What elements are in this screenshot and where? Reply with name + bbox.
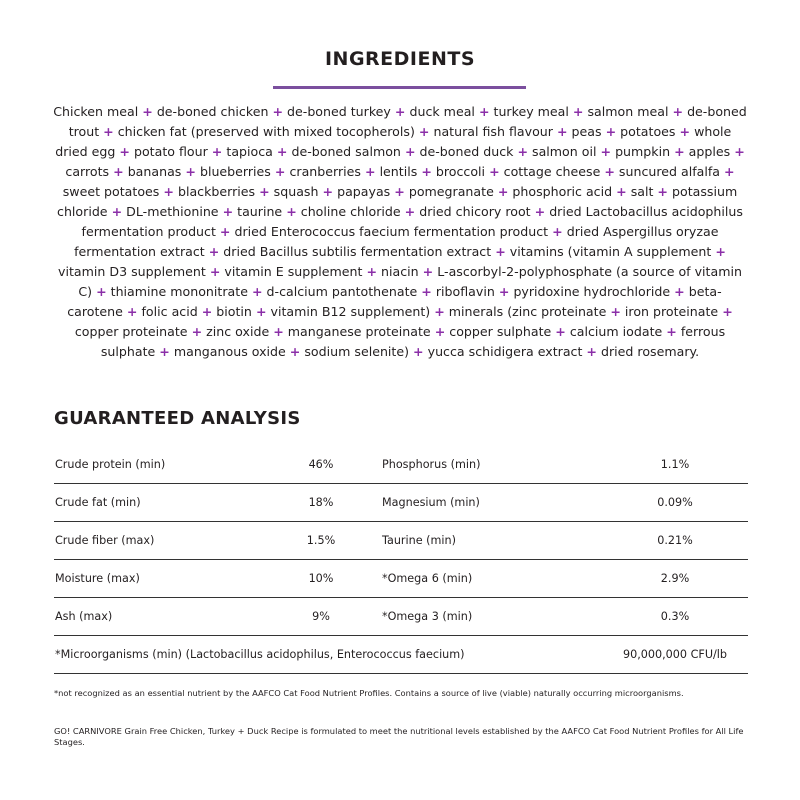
separator-plus: + xyxy=(126,304,138,319)
separator-plus: + xyxy=(616,184,627,199)
table-row xyxy=(54,560,748,598)
separator-plus: + xyxy=(111,204,123,219)
separator-plus: + xyxy=(251,284,263,299)
ingredient-item: vitamin D3 supplement xyxy=(58,264,206,279)
separator-plus: + xyxy=(722,304,733,319)
nutrient-value: 1.1% xyxy=(602,446,748,484)
separator-plus: + xyxy=(498,284,510,299)
ingredients-list xyxy=(52,102,748,362)
nutrient-label: Ash (max) xyxy=(54,598,261,636)
ingredient-item: L-ascorbyl-2-polyphosphate (a source of vitamin C) xyxy=(78,264,742,299)
ingredient-item: de-boned chicken xyxy=(156,104,269,119)
ingredient-item: calcium iodate xyxy=(569,324,663,339)
ingredient-item: choline chloride xyxy=(300,204,401,219)
ingredient-item: vitamins (vitamin A supplement xyxy=(509,244,712,259)
separator-plus: + xyxy=(724,164,735,179)
ingredient-item: tapioca xyxy=(226,144,273,159)
separator-plus: + xyxy=(273,324,284,339)
separator-plus: + xyxy=(404,204,416,219)
separator-plus: + xyxy=(113,164,124,179)
nutrient-label: Crude fat (min) xyxy=(54,484,261,522)
ingredient-item: cranberries xyxy=(289,164,361,179)
ingredient-item: riboflavin xyxy=(435,284,495,299)
ingredient-item: manganous oxide xyxy=(173,344,286,359)
ingredient-item: pyridoxine hydrochloride xyxy=(513,284,671,299)
nutrient-value: 10% xyxy=(261,560,381,598)
separator-plus: + xyxy=(209,264,221,279)
ingredients-title: INGREDIENTS xyxy=(324,48,476,70)
nutrient-label: Crude protein (min) xyxy=(54,446,261,484)
ingredient-item: dried Aspergillus oryzae fermentation extract xyxy=(74,224,719,259)
ingredient-item: iron proteinate xyxy=(624,304,719,319)
ingredient-item: pomegranate xyxy=(408,184,494,199)
ingredient-item: natural fish flavour xyxy=(433,124,553,139)
nutrient-label: Phosphorus (min) xyxy=(381,446,602,484)
separator-plus: + xyxy=(715,244,726,259)
separator-plus: + xyxy=(586,344,597,359)
separator-plus: + xyxy=(674,144,685,159)
separator-plus: + xyxy=(555,324,566,339)
separator-plus: + xyxy=(413,344,424,359)
microorganisms-value: 90,000,000 CFU/lb xyxy=(602,636,748,674)
ingredient-item: de-boned duck xyxy=(419,144,514,159)
separator-plus: + xyxy=(657,184,668,199)
nutrient-value: 2.9% xyxy=(602,560,748,598)
ingredient-item: bananas xyxy=(127,164,182,179)
ingredient-item: biotin xyxy=(216,304,252,319)
nutrient-label: Moisture (max) xyxy=(54,560,261,598)
separator-plus: + xyxy=(276,144,288,159)
nutrient-value: 9% xyxy=(261,598,381,636)
ingredient-item: vitamin B12 supplement) xyxy=(270,304,431,319)
separator-plus: + xyxy=(159,344,170,359)
ingredient-item: lentils xyxy=(379,164,418,179)
nutrient-label: Magnesium (min) xyxy=(381,484,602,522)
ingredient-item: sodium selenite) xyxy=(304,344,410,359)
nutrient-label: Taurine (min) xyxy=(381,522,602,560)
nutrient-label: Crude fiber (max) xyxy=(54,522,261,560)
ingredient-item: zinc oxide xyxy=(206,324,270,339)
ingredient-item: dried Bacillus subtilis fermentation extract xyxy=(223,244,492,259)
separator-plus: + xyxy=(534,204,546,219)
ingredient-item: broccoli xyxy=(435,164,486,179)
separator-plus: + xyxy=(259,184,270,199)
ingredient-item: turkey meal xyxy=(493,104,569,119)
separator-plus: + xyxy=(672,104,684,119)
ingredient-item: phosphoric acid xyxy=(512,184,613,199)
ingredient-item: minerals (zinc proteinate xyxy=(448,304,607,319)
separator-plus: + xyxy=(274,164,286,179)
separator-plus: + xyxy=(497,184,509,199)
ingredient-item: potatoes xyxy=(620,124,676,139)
separator-plus: + xyxy=(222,204,234,219)
separator-plus: + xyxy=(421,284,432,299)
ingredient-item: salmon meal xyxy=(587,104,669,119)
ingredient-item: copper sulphate xyxy=(449,324,552,339)
separator-plus: + xyxy=(422,264,434,279)
separator-plus: + xyxy=(219,224,231,239)
ingredient-item: cottage cheese xyxy=(503,164,601,179)
separator-plus: + xyxy=(289,344,301,359)
separator-plus: + xyxy=(394,104,406,119)
separator-plus: + xyxy=(272,104,284,119)
microorganisms-row xyxy=(54,636,748,674)
ingredient-item: vitamin E supplement xyxy=(224,264,363,279)
ingredient-item: peas xyxy=(571,124,602,139)
ingredient-item: apples xyxy=(688,144,731,159)
ingredient-item: de-boned trout xyxy=(68,104,747,139)
ingredient-item: dried Enterococcus faecium fermentation product xyxy=(234,224,549,239)
separator-plus: + xyxy=(421,164,432,179)
ingredient-item: potato flour xyxy=(133,144,208,159)
ingredient-item: salmon oil xyxy=(532,144,597,159)
ingredient-item: blueberries xyxy=(199,164,271,179)
separator-plus: + xyxy=(679,124,691,139)
ingredient-item: Chicken meal xyxy=(53,104,139,119)
nutrient-value: 0.3% xyxy=(602,598,748,636)
table-row xyxy=(54,522,748,560)
ingredient-item: copper proteinate xyxy=(74,324,188,339)
ingredient-item: de-boned salmon xyxy=(291,144,401,159)
nutrient-value: 18% xyxy=(261,484,381,522)
separator-plus: + xyxy=(96,284,107,299)
ingredient-item: blackberries xyxy=(177,184,256,199)
ingredient-item: folic acid xyxy=(141,304,198,319)
ingredient-item: dried chicory root xyxy=(419,204,531,219)
ingredient-item: potassium chloride xyxy=(57,184,738,219)
ingredient-item: dried Lactobacillus acidophilus fermentation product xyxy=(81,204,743,239)
separator-plus: + xyxy=(404,144,416,159)
separator-plus: + xyxy=(434,324,446,339)
ingredient-item: niacin xyxy=(381,264,419,279)
separator-plus: + xyxy=(434,304,445,319)
nutrient-value: 0.21% xyxy=(602,522,748,560)
separator-plus: + xyxy=(600,144,612,159)
ingredient-item: beta-carotene xyxy=(67,284,722,319)
ingredient-item: thiamine mononitrate xyxy=(110,284,248,299)
footnote: *not recognized as an essential nutrient by the AAFCO Cat Food Nutrient Profiles. Contains a source of live (viable) naturally occurring microorganisms. xyxy=(54,688,684,698)
nutrient-value: 0.09% xyxy=(602,484,748,522)
ingredient-item: chicken fat (preserved with mixed tocopherols) xyxy=(117,124,415,139)
separator-plus: + xyxy=(478,104,490,119)
microorganisms-label: *Microorganisms (min) (Lactobacillus acidophilus, Enterococcus faecium) xyxy=(54,636,602,674)
separator-plus: + xyxy=(255,304,267,319)
separator-plus: + xyxy=(103,124,114,139)
separator-plus: + xyxy=(604,164,615,179)
ingredient-item: dried rosemary. xyxy=(601,344,700,359)
ingredient-item: taurine xyxy=(237,204,283,219)
separator-plus: + xyxy=(610,304,621,319)
ingredient-item: pumpkin xyxy=(615,144,671,159)
separator-plus: + xyxy=(201,304,213,319)
separator-plus: + xyxy=(163,184,174,199)
separator-plus: + xyxy=(572,104,584,119)
separator-plus: + xyxy=(185,164,196,179)
separator-plus: + xyxy=(191,324,203,339)
ingredient-item: yucca schidigera extract xyxy=(427,344,583,359)
separator-plus: + xyxy=(556,124,568,139)
separator-plus: + xyxy=(734,144,745,159)
ingredient-item: suncured alfalfa xyxy=(618,164,721,179)
nutrient-value: 1.5% xyxy=(261,522,381,560)
separator-plus: + xyxy=(674,284,685,299)
separator-plus: + xyxy=(666,324,677,339)
ingredient-item: de-boned turkey xyxy=(287,104,391,119)
ingredient-item: ferrous sulphate xyxy=(100,324,726,359)
ingredient-item: manganese proteinate xyxy=(287,324,431,339)
separator-plus: + xyxy=(495,244,506,259)
ingredient-item: DL-methionine xyxy=(126,204,219,219)
title-underline xyxy=(273,86,526,89)
ingredient-item: whole dried egg xyxy=(55,124,732,159)
nutrient-label: *Omega 6 (min) xyxy=(381,560,602,598)
separator-plus: + xyxy=(286,204,297,219)
table-row xyxy=(54,446,748,484)
separator-plus: + xyxy=(322,184,334,199)
separator-plus: + xyxy=(142,104,153,119)
table-row xyxy=(54,598,748,636)
guaranteed-analysis-title: GUARANTEED ANALYSIS xyxy=(54,408,301,429)
separator-plus: + xyxy=(552,224,563,239)
ingredient-item: d-calcium pantothenate xyxy=(266,284,418,299)
separator-plus: + xyxy=(119,144,130,159)
separator-plus: + xyxy=(605,124,617,139)
ingredient-item: papayas xyxy=(337,184,391,199)
separator-plus: + xyxy=(418,124,430,139)
separator-plus: + xyxy=(211,144,223,159)
ingredient-item: salt xyxy=(630,184,654,199)
separator-plus: + xyxy=(394,184,405,199)
separator-plus: + xyxy=(208,244,220,259)
ingredient-item: sweet potatoes xyxy=(62,184,160,199)
separator-plus: + xyxy=(364,164,376,179)
separator-plus: + xyxy=(517,144,528,159)
separator-plus: + xyxy=(489,164,500,179)
ingredient-item: carrots xyxy=(65,164,110,179)
aafco-statement: GO! CARNIVORE Grain Free Chicken, Turkey + Duck Recipe is formulated to meet the nutritional levels established by the AAFCO Cat Food Nutrient Profiles for All Life Stages. xyxy=(54,726,744,747)
ingredient-item: duck meal xyxy=(409,104,475,119)
table-row xyxy=(54,484,748,522)
guaranteed-analysis-table xyxy=(54,446,748,674)
ingredient-item: squash xyxy=(273,184,319,199)
nutrient-label: *Omega 3 (min) xyxy=(381,598,602,636)
nutrient-value: 46% xyxy=(261,446,381,484)
separator-plus: + xyxy=(366,264,378,279)
